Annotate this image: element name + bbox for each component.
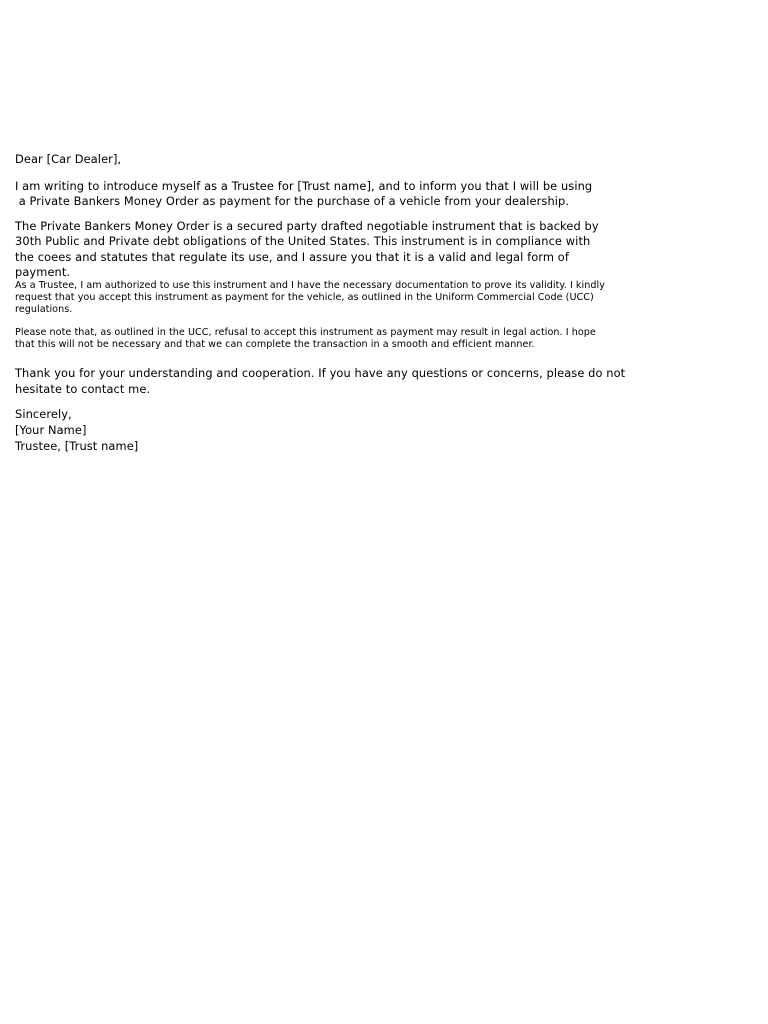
instrument-line: the coees and statutes that regulate its use, and I assure you that it is a valid and legal form of <box>15 250 569 264</box>
notice-line: that this will not be necessary and that we can complete the transaction in a smooth and efficient manner. <box>15 339 535 350</box>
intro-line: a Private Bankers Money Order as payment for the purchase of a vehicle from your dealership. <box>15 194 570 208</box>
closing-text: Sincerely, <box>15 407 72 421</box>
signature-name: [Your Name] <box>15 423 87 437</box>
authority-line: request that you accept this instrument as payment for the vehicle, as outlined in the Uniform Commercial Code (UCC) <box>15 292 594 303</box>
thanks-line: Thank you for your understanding and cooperation. If you have any questions or concerns, please do not <box>15 366 626 380</box>
notice-line: Please note that, as outlined in the UCC, refusal to accept this instrument as payment may result in legal action. I hope <box>15 327 596 338</box>
letter-greeting: Dear [Car Dealer], <box>15 152 122 166</box>
authority-line: As a Trustee, I am authorized to use this instrument and I have the necessary documentation to prove its validity. I kindly <box>15 280 605 291</box>
instrument-line: payment. <box>15 265 71 279</box>
instrument-line: 30th Public and Private debt obligations of the United States. This instrument is in compliance with <box>15 234 591 248</box>
instrument-line: The Private Bankers Money Order is a secured party drafted negotiable instrument that is backed by <box>15 219 599 233</box>
thanks-line: hesitate to contact me. <box>15 382 151 396</box>
signature-title: Trustee, [Trust name] <box>15 439 139 453</box>
intro-line: I am writing to introduce myself as a Trustee for [Trust name], and to inform you that I will be using <box>15 179 593 193</box>
authority-line: regulations. <box>15 304 73 315</box>
